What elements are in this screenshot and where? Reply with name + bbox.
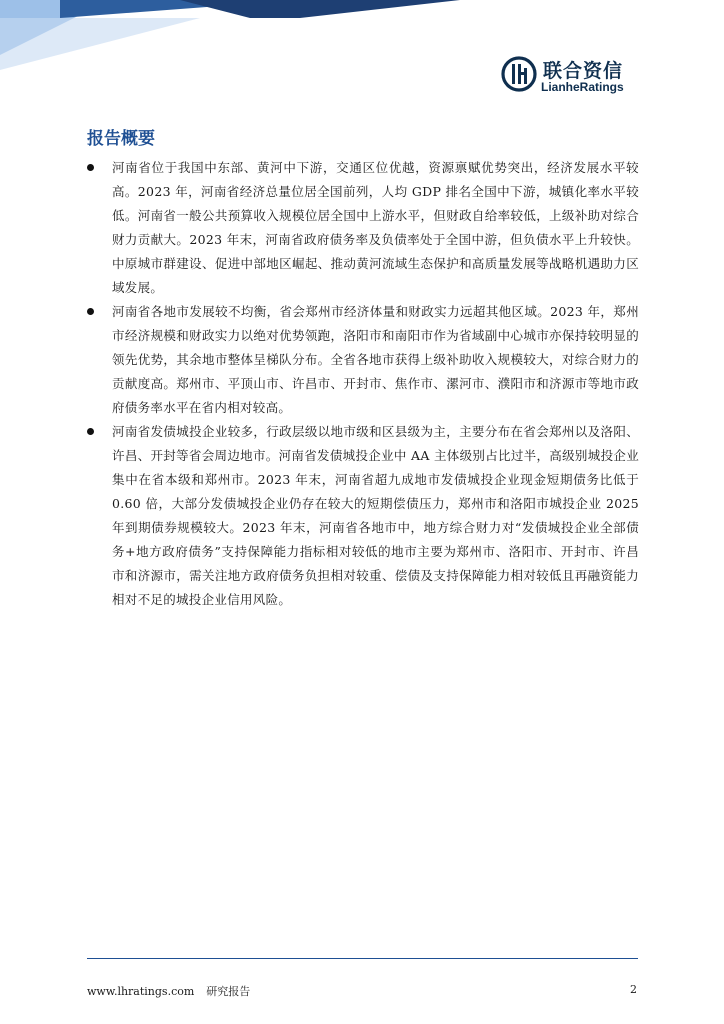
logo-chinese-name: 联合资信 [543,60,624,82]
paragraph-text: 河南省位于我国中东部、黄河中下游，交通区位优越，资源禀赋优势突出，经济发展水平较高。2023 年，河南省经济总量位居全国前列，人均 GDP 排名全国中下游，城镇化率水平较低。河南省一般公共预算收入规模位居全国中上游水平，但财政自给率较低，上级补助对综合财力贡献大。2023 年末，河南省政府债务率及负债率处于全国中游，但负债水平上升较快。中原城市群建设、促进中部地区崛起、推动黄河流域生态保护和高质量发展等战略机遇助力区域发展。 [112,160,639,295]
summary-content [87,156,639,612]
footer-report-label: 研究报告 [206,985,251,998]
lianhe-logo-icon [501,56,537,92]
paragraph-text: 河南省各地市发展较不均衡，省会郑州市经济体量和财政实力远超其他区域。2023 年，郑州市经济规模和财政实力以绝对优势领跑，洛阳市和南阳市作为省域副中心城市亦保持较明显的领先优势，其余地市整体呈梯队分布。全省各地市获得上级补助收入规模较大，对综合财力的贡献度高。郑州市、平顶山市、许昌市、开封市、焦作市、漯河市、濮阳市和济源市等地市政府债务率水平在省内相对较高。 [112,304,639,415]
list-item [87,420,639,612]
header-stripe-dark [180,0,460,18]
footer-divider [87,958,638,959]
logo-english-name: LianheRatings [541,80,624,94]
bullet-icon [87,308,94,315]
page-number: 2 [630,983,637,996]
bullet-icon [87,164,94,171]
bullet-icon [87,428,94,435]
section-title: 报告概要 [87,129,155,149]
list-item [87,156,639,300]
header-stripe-pale [0,18,200,70]
list-item [87,300,639,420]
footer-info [87,983,250,999]
footer-website-link[interactable]: www.lhratings.com [87,985,195,998]
paragraph-text: 河南省发债城投企业较多，行政层级以地市级和区县级为主，主要分布在省会郑州以及洛阳、许昌、开封等省会周边地市。河南省发债城投企业中 AA 主体级别占比过半，高级别城投企业集中在省本级和郑州市。2023 年末，河南省超九成地市发债城投企业现金短期债务比低于 0.60 倍，大部分发债城投企业仍存在较大的短期偿债压力，郑州市和洛阳市城投企业 2025 年到期债券规模较大。2023 年末，河南省各地市中，地方综合财力对“发债城投企业全部债务+地方政府债务”支持保障能力指标相对较低的地市主要为郑州市、洛阳市、开封市、许昌市和济源市，需关注地方政府债务负担相对较重、偿债及支持保障能力相对较低且再融资能力相对不足的城投企业信用风险。 [112,424,639,607]
